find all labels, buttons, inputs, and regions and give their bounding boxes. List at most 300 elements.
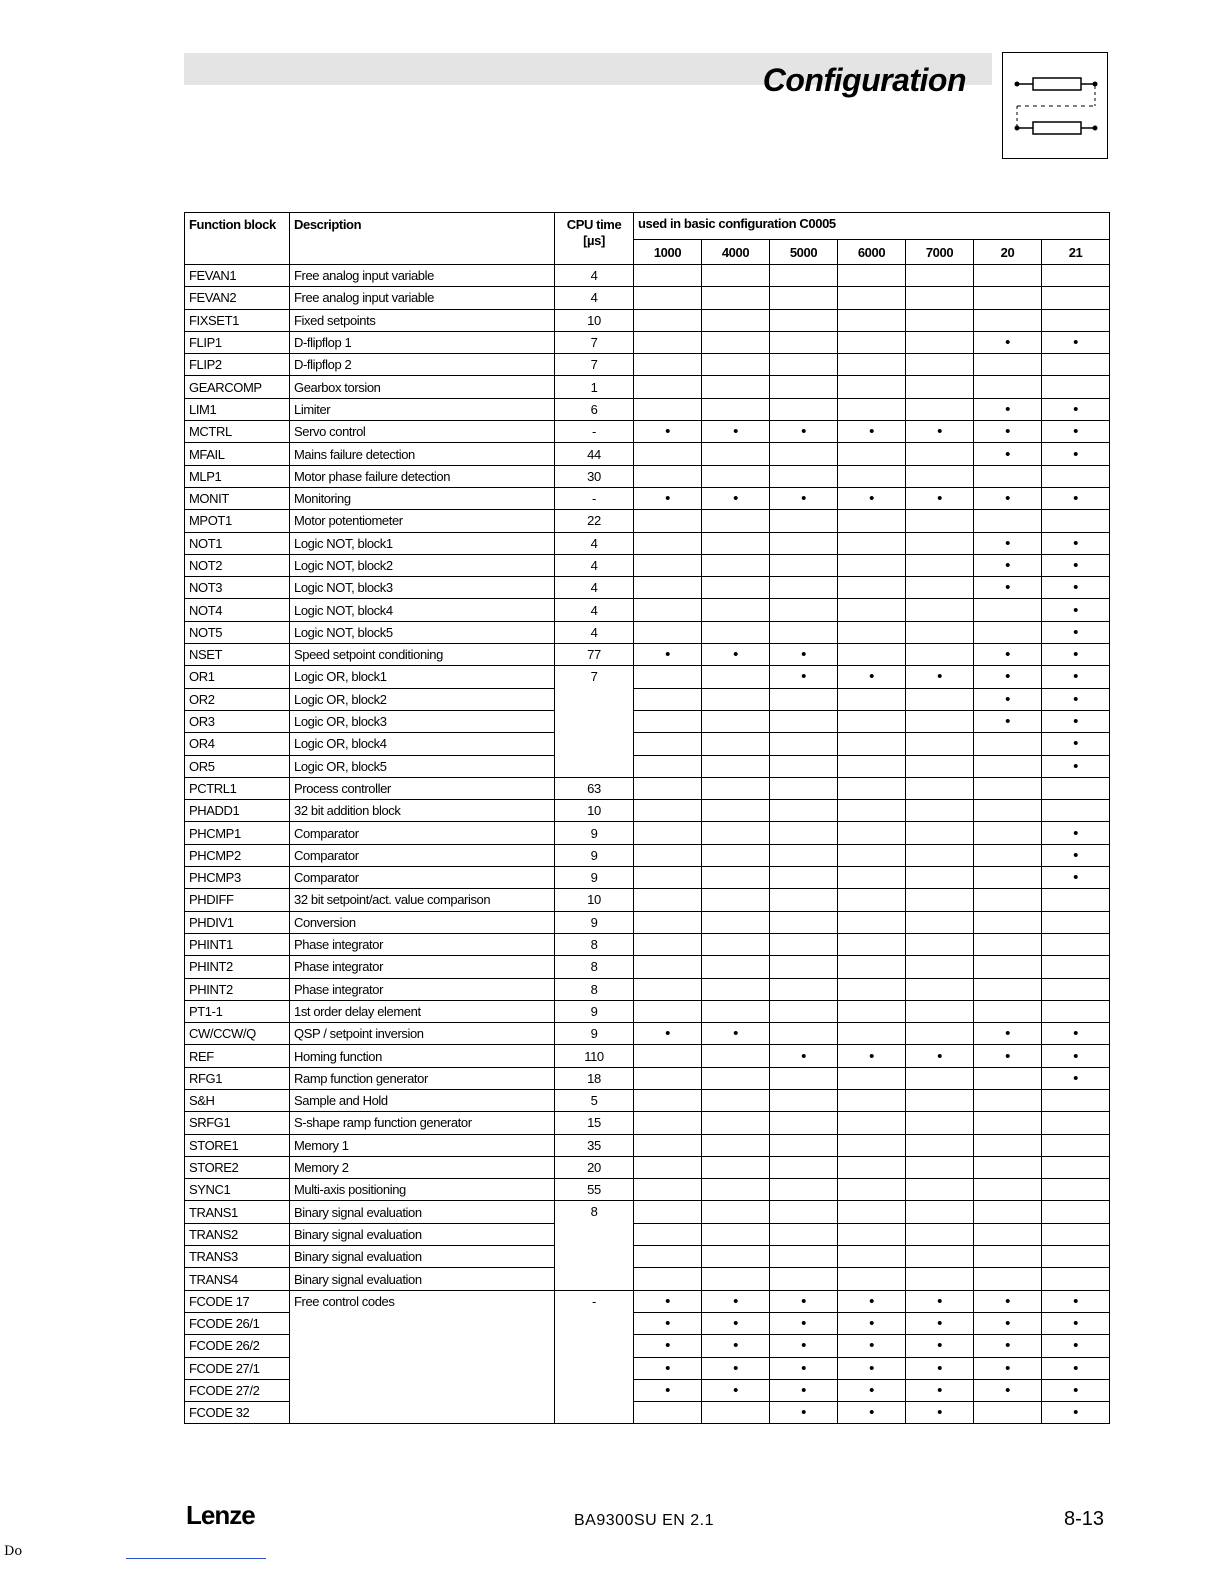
cell-config-1000	[634, 1023, 702, 1045]
bullet-mark: •	[801, 1381, 806, 1399]
cell-config-5000	[770, 1312, 838, 1334]
cell-cpu-time: 7	[555, 666, 634, 777]
bullet-mark: •	[665, 1292, 670, 1310]
cell-config-6000	[838, 354, 906, 376]
header-config-1000: 1000	[634, 240, 702, 265]
cell-config-6000	[838, 621, 906, 643]
cell-cpu-time: 20	[555, 1156, 634, 1178]
cell-cpu-time: 5	[555, 1089, 634, 1111]
cell-config-21	[1042, 867, 1110, 889]
cell-config-5000	[770, 755, 838, 777]
cell-config-7000	[906, 1379, 974, 1401]
cell-config-6000	[838, 398, 906, 420]
cell-config-6000	[838, 1268, 906, 1290]
cell-function-block: TRANS4	[185, 1268, 290, 1290]
cell-config-4000	[702, 889, 770, 911]
cell-config-5000	[770, 510, 838, 532]
cell-config-1000	[634, 1335, 702, 1357]
cell-config-1000	[634, 532, 702, 554]
cell-config-7000	[906, 265, 974, 287]
cell-config-5000	[770, 1134, 838, 1156]
cell-config-6000	[838, 331, 906, 353]
bullet-mark: •	[869, 1359, 874, 1377]
table-row	[185, 978, 1110, 1000]
cell-description: Logic NOT, block5	[290, 621, 555, 643]
cell-config-5000	[770, 867, 838, 889]
cell-config-4000	[702, 956, 770, 978]
cell-config-4000	[702, 666, 770, 688]
cell-config-21	[1042, 510, 1110, 532]
bullet-mark: •	[665, 1381, 670, 1399]
cell-cpu-time: -	[555, 487, 634, 509]
bullet-mark: •	[1005, 1315, 1010, 1333]
cell-description: Free analog input variable	[290, 265, 555, 287]
cell-config-1000	[634, 1089, 702, 1111]
bullet-mark: •	[1073, 757, 1078, 775]
cell-config-20	[974, 867, 1042, 889]
cell-config-1000	[634, 510, 702, 532]
bullet-mark: •	[937, 1337, 942, 1355]
table-row	[185, 554, 1110, 576]
cell-config-5000	[770, 644, 838, 666]
cell-config-5000	[770, 398, 838, 420]
cell-cpu-time: 4	[555, 287, 634, 309]
bullet-mark: •	[1005, 490, 1010, 508]
cell-description: D-flipflop 1	[290, 331, 555, 353]
cell-config-20	[974, 331, 1042, 353]
table-row	[185, 1223, 1110, 1245]
table-row	[185, 822, 1110, 844]
cell-config-20	[974, 733, 1042, 755]
bullet-mark: •	[1073, 400, 1078, 418]
bullet-mark: •	[733, 646, 738, 664]
cell-config-5000	[770, 554, 838, 576]
bullet-mark: •	[1073, 445, 1078, 463]
cell-config-5000	[770, 1067, 838, 1089]
cell-config-1000	[634, 465, 702, 487]
bullet-mark: •	[1005, 334, 1010, 352]
cell-function-block: FCODE 26/2	[185, 1335, 290, 1357]
cell-config-4000	[702, 688, 770, 710]
cell-config-6000	[838, 465, 906, 487]
cell-config-1000	[634, 822, 702, 844]
cell-config-1000	[634, 265, 702, 287]
table-row	[185, 1268, 1110, 1290]
bullet-mark: •	[1005, 423, 1010, 441]
cell-config-5000	[770, 421, 838, 443]
cell-config-4000	[702, 265, 770, 287]
cell-config-6000	[838, 487, 906, 509]
link-underline	[126, 1558, 266, 1559]
cell-config-21	[1042, 331, 1110, 353]
cell-config-20	[974, 1335, 1042, 1357]
cell-config-21	[1042, 465, 1110, 487]
cell-config-7000	[906, 577, 974, 599]
cell-function-block: PHCMP1	[185, 822, 290, 844]
bullet-mark: •	[1073, 824, 1078, 842]
table-row	[185, 1179, 1110, 1201]
cell-config-7000	[906, 1335, 974, 1357]
cell-config-1000	[634, 577, 702, 599]
bullet-mark: •	[733, 1292, 738, 1310]
configuration-icon	[1002, 52, 1108, 159]
cell-config-1000	[634, 1112, 702, 1134]
bullet-mark: •	[665, 646, 670, 664]
cell-description: Sample and Hold	[290, 1089, 555, 1111]
cell-config-4000	[702, 1089, 770, 1111]
bullet-mark: •	[733, 1025, 738, 1043]
bullet-mark: •	[869, 668, 874, 686]
cell-config-7000	[906, 510, 974, 532]
cell-config-20	[974, 577, 1042, 599]
cell-config-1000	[634, 1134, 702, 1156]
cell-config-4000	[702, 554, 770, 576]
cell-config-21	[1042, 1112, 1110, 1134]
cell-cpu-time: 9	[555, 867, 634, 889]
cell-config-1000	[634, 978, 702, 1000]
bullet-mark: •	[1005, 646, 1010, 664]
cell-config-21	[1042, 532, 1110, 554]
cell-config-21	[1042, 1357, 1110, 1379]
bullet-mark: •	[1005, 690, 1010, 708]
cell-config-6000	[838, 755, 906, 777]
cell-config-21	[1042, 1134, 1110, 1156]
cell-function-block: FCODE 27/2	[185, 1379, 290, 1401]
cell-config-21	[1042, 1201, 1110, 1223]
bullet-mark: •	[801, 1292, 806, 1310]
cell-config-20	[974, 1402, 1042, 1424]
cell-config-7000	[906, 376, 974, 398]
cell-config-21	[1042, 1156, 1110, 1178]
cell-config-21	[1042, 710, 1110, 732]
header-config-4000: 4000	[702, 240, 770, 265]
cell-cpu-time: 35	[555, 1134, 634, 1156]
cell-config-1000	[634, 1379, 702, 1401]
cell-function-block: OR3	[185, 710, 290, 732]
bullet-mark: •	[665, 1337, 670, 1355]
header-cpu-time-unit: [µs]	[583, 233, 605, 248]
cell-config-6000	[838, 287, 906, 309]
cell-config-21	[1042, 933, 1110, 955]
cell-cpu-time: 9	[555, 844, 634, 866]
table-row	[185, 1290, 1110, 1312]
cell-function-block: PHINT2	[185, 956, 290, 978]
bullet-mark: •	[801, 1337, 806, 1355]
cell-config-20	[974, 510, 1042, 532]
cell-config-20	[974, 1246, 1042, 1268]
cell-config-5000	[770, 376, 838, 398]
cell-cpu-time: 9	[555, 1000, 634, 1022]
cell-config-20	[974, 1067, 1042, 1089]
header-cpu-time-label: CPU time	[566, 217, 622, 232]
cell-config-20	[974, 777, 1042, 799]
cell-config-1000	[634, 1246, 702, 1268]
cell-config-7000	[906, 733, 974, 755]
cell-config-21	[1042, 1268, 1110, 1290]
cell-cpu-time: 6	[555, 398, 634, 420]
cell-config-21	[1042, 287, 1110, 309]
cell-config-21	[1042, 1223, 1110, 1245]
bullet-mark: •	[733, 1381, 738, 1399]
header-config-6000: 6000	[838, 240, 906, 265]
cell-config-20	[974, 421, 1042, 443]
cell-config-20	[974, 755, 1042, 777]
cell-function-block: PHCMP2	[185, 844, 290, 866]
bullet-mark: •	[937, 490, 942, 508]
cell-cpu-time: 10	[555, 889, 634, 911]
cell-description: Phase integrator	[290, 956, 555, 978]
bullet-mark: •	[1073, 735, 1078, 753]
cell-description: 1st order delay element	[290, 1000, 555, 1022]
cell-function-block: NOT5	[185, 621, 290, 643]
cell-config-1000	[634, 777, 702, 799]
bullet-mark: •	[1073, 534, 1078, 552]
bullet-mark: •	[733, 490, 738, 508]
cell-cpu-time: 4	[555, 621, 634, 643]
cell-config-7000	[906, 1067, 974, 1089]
table-row	[185, 1067, 1110, 1089]
cell-description: Phase integrator	[290, 978, 555, 1000]
cell-cpu-time: 10	[555, 800, 634, 822]
cell-function-block: MLP1	[185, 465, 290, 487]
cell-function-block: STORE2	[185, 1156, 290, 1178]
bullet-mark: •	[1005, 1025, 1010, 1043]
table-row	[185, 867, 1110, 889]
cell-function-block: FIXSET1	[185, 309, 290, 331]
cell-config-1000	[634, 1045, 702, 1067]
cell-config-6000	[838, 1112, 906, 1134]
bullet-mark: •	[801, 423, 806, 441]
cell-config-7000	[906, 1134, 974, 1156]
cell-config-21	[1042, 554, 1110, 576]
cell-config-5000	[770, 599, 838, 621]
cell-config-1000	[634, 331, 702, 353]
bullet-mark: •	[665, 1359, 670, 1377]
cell-cpu-time: 8	[555, 1201, 634, 1290]
cell-config-4000	[702, 911, 770, 933]
header-config-20: 20	[974, 240, 1042, 265]
cell-config-4000	[702, 867, 770, 889]
cell-config-7000	[906, 1402, 974, 1424]
cell-function-block: FEVAN2	[185, 287, 290, 309]
cell-function-block: NOT1	[185, 532, 290, 554]
cell-config-21	[1042, 599, 1110, 621]
cell-config-4000	[702, 733, 770, 755]
cell-description: Fixed setpoints	[290, 309, 555, 331]
cell-config-7000	[906, 1023, 974, 1045]
cell-config-4000	[702, 1023, 770, 1045]
cell-description: Ramp function generator	[290, 1067, 555, 1089]
cell-config-4000	[702, 1379, 770, 1401]
table-row	[185, 309, 1110, 331]
bullet-mark: •	[869, 1292, 874, 1310]
cell-config-7000	[906, 978, 974, 1000]
table-row	[185, 956, 1110, 978]
cell-config-5000	[770, 1112, 838, 1134]
table-row	[185, 1089, 1110, 1111]
cell-description: Logic OR, block5	[290, 755, 555, 777]
cell-config-1000	[634, 755, 702, 777]
cell-config-21	[1042, 1000, 1110, 1022]
table-row	[185, 777, 1110, 799]
cell-config-6000	[838, 777, 906, 799]
cell-config-5000	[770, 287, 838, 309]
cell-function-block: OR2	[185, 688, 290, 710]
cell-cpu-time: 10	[555, 309, 634, 331]
bullet-mark: •	[937, 1381, 942, 1399]
header-config-5000: 5000	[770, 240, 838, 265]
cell-config-21	[1042, 309, 1110, 331]
cell-function-block: NSET	[185, 644, 290, 666]
cell-config-7000	[906, 1045, 974, 1067]
cell-config-7000	[906, 1246, 974, 1268]
cell-config-1000	[634, 956, 702, 978]
table-row	[185, 287, 1110, 309]
cell-config-5000	[770, 532, 838, 554]
cell-config-7000	[906, 1112, 974, 1134]
bullet-mark: •	[1073, 579, 1078, 597]
cell-config-6000	[838, 733, 906, 755]
cell-config-6000	[838, 867, 906, 889]
cell-config-21	[1042, 487, 1110, 509]
cell-config-6000	[838, 1223, 906, 1245]
cell-function-block: NOT4	[185, 599, 290, 621]
cell-description: Free analog input variable	[290, 287, 555, 309]
cell-cpu-time: 8	[555, 978, 634, 1000]
cell-config-1000	[634, 1000, 702, 1022]
cell-config-20	[974, 1312, 1042, 1334]
cell-config-4000	[702, 644, 770, 666]
bullet-mark: •	[1073, 1047, 1078, 1065]
table-row	[185, 465, 1110, 487]
bullet-mark: •	[801, 1359, 806, 1377]
cell-config-20	[974, 1089, 1042, 1111]
cell-config-4000	[702, 1134, 770, 1156]
cell-config-20	[974, 1290, 1042, 1312]
cell-config-20	[974, 398, 1042, 420]
cell-config-1000	[634, 666, 702, 688]
bullet-mark: •	[1005, 1047, 1010, 1065]
cell-config-20	[974, 688, 1042, 710]
cell-config-1000	[634, 644, 702, 666]
cell-cpu-time: 4	[555, 599, 634, 621]
table-row	[185, 621, 1110, 643]
cell-description: 32 bit addition block	[290, 800, 555, 822]
bullet-mark: •	[937, 668, 942, 686]
cell-function-block: REF	[185, 1045, 290, 1067]
header-description: Description	[290, 213, 555, 265]
cell-config-1000	[634, 376, 702, 398]
cell-config-5000	[770, 1023, 838, 1045]
cell-function-block: CW/CCW/Q	[185, 1023, 290, 1045]
cell-config-21	[1042, 1067, 1110, 1089]
cell-description: Homing function	[290, 1045, 555, 1067]
cell-config-5000	[770, 1201, 838, 1223]
cell-config-4000	[702, 465, 770, 487]
cell-cpu-time: 30	[555, 465, 634, 487]
cell-function-block: TRANS3	[185, 1246, 290, 1268]
table-row	[185, 755, 1110, 777]
table-row	[185, 577, 1110, 599]
table-row	[185, 1246, 1110, 1268]
cell-config-1000	[634, 911, 702, 933]
cell-config-20	[974, 532, 1042, 554]
cell-description: Binary signal evaluation	[290, 1268, 555, 1290]
cell-config-5000	[770, 1179, 838, 1201]
cell-config-5000	[770, 956, 838, 978]
table-row	[185, 376, 1110, 398]
cell-config-4000	[702, 1402, 770, 1424]
cell-config-1000	[634, 599, 702, 621]
cell-function-block: PHINT2	[185, 978, 290, 1000]
cell-cpu-time: 18	[555, 1067, 634, 1089]
cell-function-block: MCTRL	[185, 421, 290, 443]
cell-config-4000	[702, 577, 770, 599]
cell-config-4000	[702, 1312, 770, 1334]
cell-cpu-time: 63	[555, 777, 634, 799]
cell-config-6000	[838, 844, 906, 866]
cell-config-6000	[838, 1156, 906, 1178]
cell-description: Binary signal evaluation	[290, 1246, 555, 1268]
bullet-mark: •	[1005, 557, 1010, 574]
cell-cpu-time: 4	[555, 577, 634, 599]
bullet-mark: •	[1073, 713, 1078, 731]
cell-config-20	[974, 1268, 1042, 1290]
cell-cpu-time: 15	[555, 1112, 634, 1134]
cell-config-20	[974, 978, 1042, 1000]
cell-function-block: FCODE 26/1	[185, 1312, 290, 1334]
bullet-mark: •	[1005, 1359, 1010, 1377]
cell-config-21	[1042, 1023, 1110, 1045]
cell-config-6000	[838, 978, 906, 1000]
cell-config-20	[974, 1045, 1042, 1067]
cell-function-block: FLIP1	[185, 331, 290, 353]
cell-description: Multi-axis positioning	[290, 1179, 555, 1201]
cell-config-7000	[906, 331, 974, 353]
cell-config-6000	[838, 1067, 906, 1089]
cell-config-7000	[906, 354, 974, 376]
cell-description: Logic NOT, block2	[290, 554, 555, 576]
cell-description: Conversion	[290, 911, 555, 933]
cell-config-7000	[906, 1312, 974, 1334]
cell-config-7000	[906, 822, 974, 844]
cell-config-21	[1042, 577, 1110, 599]
cell-config-5000	[770, 331, 838, 353]
cell-config-4000	[702, 1179, 770, 1201]
cell-config-7000	[906, 777, 974, 799]
cell-config-7000	[906, 1089, 974, 1111]
cell-config-4000	[702, 1290, 770, 1312]
cell-cpu-time: 7	[555, 354, 634, 376]
bullet-mark: •	[733, 1315, 738, 1333]
page-number: 8-13	[1064, 1508, 1105, 1530]
cell-config-6000	[838, 1179, 906, 1201]
cell-config-7000	[906, 666, 974, 688]
cell-config-21	[1042, 844, 1110, 866]
cell-config-1000	[634, 1268, 702, 1290]
cell-config-6000	[838, 1290, 906, 1312]
cell-description: QSP / setpoint inversion	[290, 1023, 555, 1045]
table-row	[185, 331, 1110, 353]
cell-config-4000	[702, 532, 770, 554]
cell-config-20	[974, 1112, 1042, 1134]
cell-description: Speed setpoint conditioning	[290, 644, 555, 666]
cell-function-block: LIM1	[185, 398, 290, 420]
cell-config-1000	[634, 1067, 702, 1089]
bullet-mark: •	[801, 1047, 806, 1065]
cell-config-20	[974, 1357, 1042, 1379]
cell-config-21	[1042, 621, 1110, 643]
